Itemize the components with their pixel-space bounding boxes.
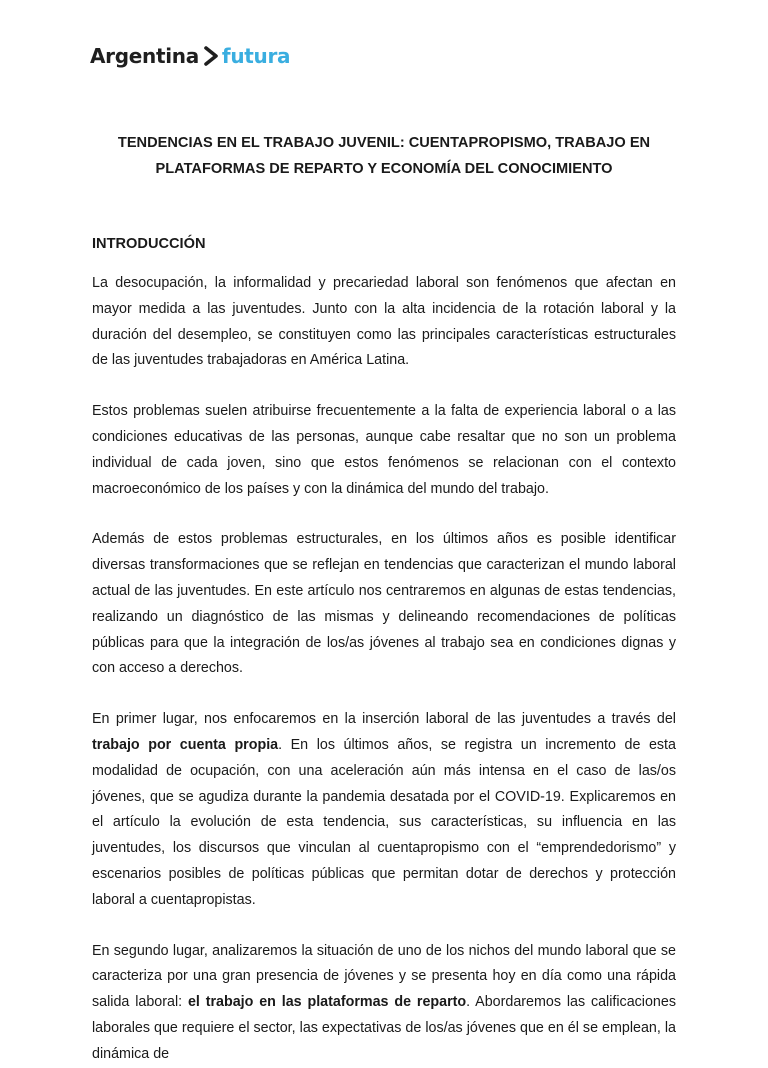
paragraph-5-emphasis: el trabajo en las plataformas de reparto	[187, 994, 467, 1011]
paragraph-4	[92, 707, 676, 913]
paragraph-4-emphasis: trabajo por cuenta propia	[92, 736, 279, 753]
logo-word-argentina: Argentina	[90, 44, 199, 68]
document-body	[92, 271, 676, 1068]
paragraph-4-text-after: . En los últimos años, se registra un incremento de esta modalidad de ocupación, con una aceleración aún más intensa en el caso de las/os jóvenes, que se agudiza durante la pandemia desatada por el COVID-19. Explicaremos en el artículo la evolución de esta tendencia, sus características, su influencia en las juventudes, los discursos que vinculan al cuentapropismo con el “emprendedorismo” y escenarios posibles de políticas públicas que permitan dotar de derechos y protección laboral a cuentapropistas.	[92, 736, 676, 908]
paragraph-4-text-before: En primer lugar, nos enfocaremos en la inserción laboral de las juventudes a través del	[92, 711, 676, 728]
paragraph-3: Además de estos problemas estructurales, en los últimos años es posible identificar diversas transformaciones que se reflejan en tendencias que caracterizan el mundo laboral actual de las juventudes. En este artículo nos centraremos en algunas de estas tendencias, realizando un diagnóstico de las mismas y delineando recomendaciones de políticas públicas para que la integración de los/as jóvenes al trabajo sea en condiciones dignas y con acceso a derechos.	[92, 531, 676, 677]
chevron-right-icon	[202, 45, 220, 67]
paragraph-2: Estos problemas suelen atribuirse frecuentemente a la falta de experiencia laboral o a las condiciones educativas de las personas, aunque cabe resaltar que no son un problema individual de cada joven, sino que estos fenómenos se relacionan con el contexto macroeconómico de los países y con la dinámica del mundo del trabajo.	[92, 403, 676, 497]
paragraph-1: La desocupación, la informalidad y precariedad laboral son fenómenos que afectan en mayor medida a las juventudes. Junto con la alta incidencia de la rotación laboral y la duración del desempleo, se constituyen como las principales características estructurales de las juventudes trabajadoras en América Latina.	[92, 275, 676, 369]
document-title: TENDENCIAS EN EL TRABAJO JUVENIL: CUENTAPROPISMO, TRABAJO EN PLATAFORMAS DE REPARTO Y ECONOMÍA DEL CONOCIMIENTO	[117, 135, 651, 177]
section-heading: INTRODUCCIÓN	[92, 236, 206, 252]
paragraph-5-text-before: En segundo lugar, analizaremos la situación de uno de los nichos del mundo laboral que se caracteriza por una gran presencia de jóvenes y se presenta hoy en día como una rápida salida laboral:	[92, 942, 676, 1011]
logo-word-futura: futura	[221, 44, 291, 68]
argentina-futura-logo	[90, 44, 290, 68]
paragraph-5	[92, 939, 676, 1068]
paragraph-5-text-after: . Abordaremos las calificaciones laborales que requiere el sector, las expectativas de los/as jóvenes que en él se emplean, la dinámica de	[92, 994, 676, 1062]
